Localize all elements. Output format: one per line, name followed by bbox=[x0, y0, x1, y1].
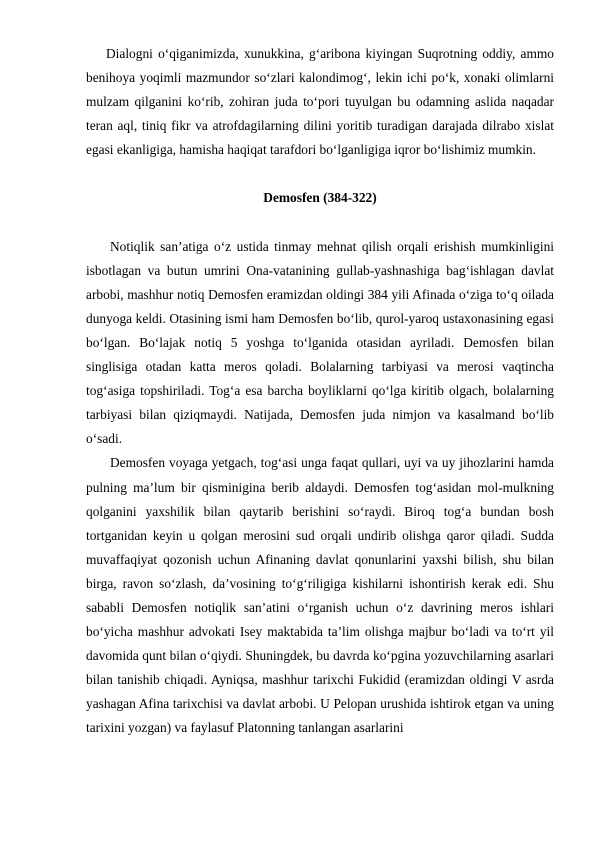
document-page bbox=[86, 42, 554, 741]
body-paragraph: Notiqlik san’atiga o‘z ustida tinmay mehnat qilish orqali erishish mumkinligini isbotlagan va butun umrini Ona-vatanining gullab-yashnashiga bag‘ishlagan davlat arbobi, mashhur notiq Demosfen eramizdan oldingi 384 yili Afinada o‘ziga to‘q oilada dunyoga keldi. Otasining ismi ham Demosfen bo‘lib, qurol-yaroq ustaxonasining egasi bo‘lgan. Bo‘lajak notiq 5 yoshga to‘lganida otasidan ayriladi. Demosfen bilan singlisiga otadan katta meros qoladi. Bolalarning tarbiyasi va merosi vaqtincha tog‘asiga topshiriladi. Tog‘a esa barcha boyliklarni qo‘lga kiritib olgach, bolalarning tarbiyasi bilan qiziqmaydi. Natijada, Demosfen juda nimjon va kasalmand bo‘lib o‘sadi. bbox=[86, 238, 554, 447]
section-heading: Demosfen (384-322) bbox=[263, 190, 377, 206]
intro-paragraph: Dialogni o‘qiganimizda, xunukkina, g‘aribona kiyingan Suqrotning oddiy, ammo benihoya yoqimli mazmundor so‘zlari kalondimog‘, lekin ichi po‘k, xonaki olimlarni mulzam qilganini ko‘rib, zohiran juda to‘pori tuyulgan bu odamning aslida naqadar teran aql, tiniq fikr va atrofdagilarning dilini yoritib turadigan darajada dilrabo xislat egasi ekanligiga, hamisha haqiqat tarafdori bo‘lganligiga iqror bo‘lishimiz mumkin. bbox=[86, 46, 554, 158]
body-paragraph: Demosfen voyaga yetgach, tog‘asi unga faqat qullari, uyi va uy jihozlarini hamda pulning ma’lum bir qisminigina berib aldaydi. Demosfen tog‘asidan mol-mulkning qolganini yaxshilik bilan qaytarib berishini so‘raydi. Biroq tog‘a bundan bosh tortganidan keyin u qolgan merosini sud orqali undirib olishga qaror qiladi. Sudda muvaffaqiyat qozonish uchun Afinaning davlat qonunlarini yaxshi bilish, shu bilan birga, ravon so‘zlash, da’vosining to‘g‘riligiga kishilarni ishontirish kerak edi. Shu sababli Demosfen notiqlik san’atini o‘rganish uchun o‘z davrining meros ishlari bo‘yicha mashhur advokati Isey maktabida ta’lim olishga majbur bo‘ladi va to‘rt yil davomida qunt bilan o‘qiydi. Shuningdek, bu davrda ko‘pgina yozuvchilarning asarlari bilan tanishib chiqadi. Ayniqsa, mashhur tarixchi Fukidid (eramizdan oldingi V asrda yashagan Afina tarixchisi va davlat arbobi. U Pelopan urushida ishtirok etgan va uning tarixini yozgan) va faylasuf Platonning tanlangan asarlarini bbox=[86, 455, 554, 736]
